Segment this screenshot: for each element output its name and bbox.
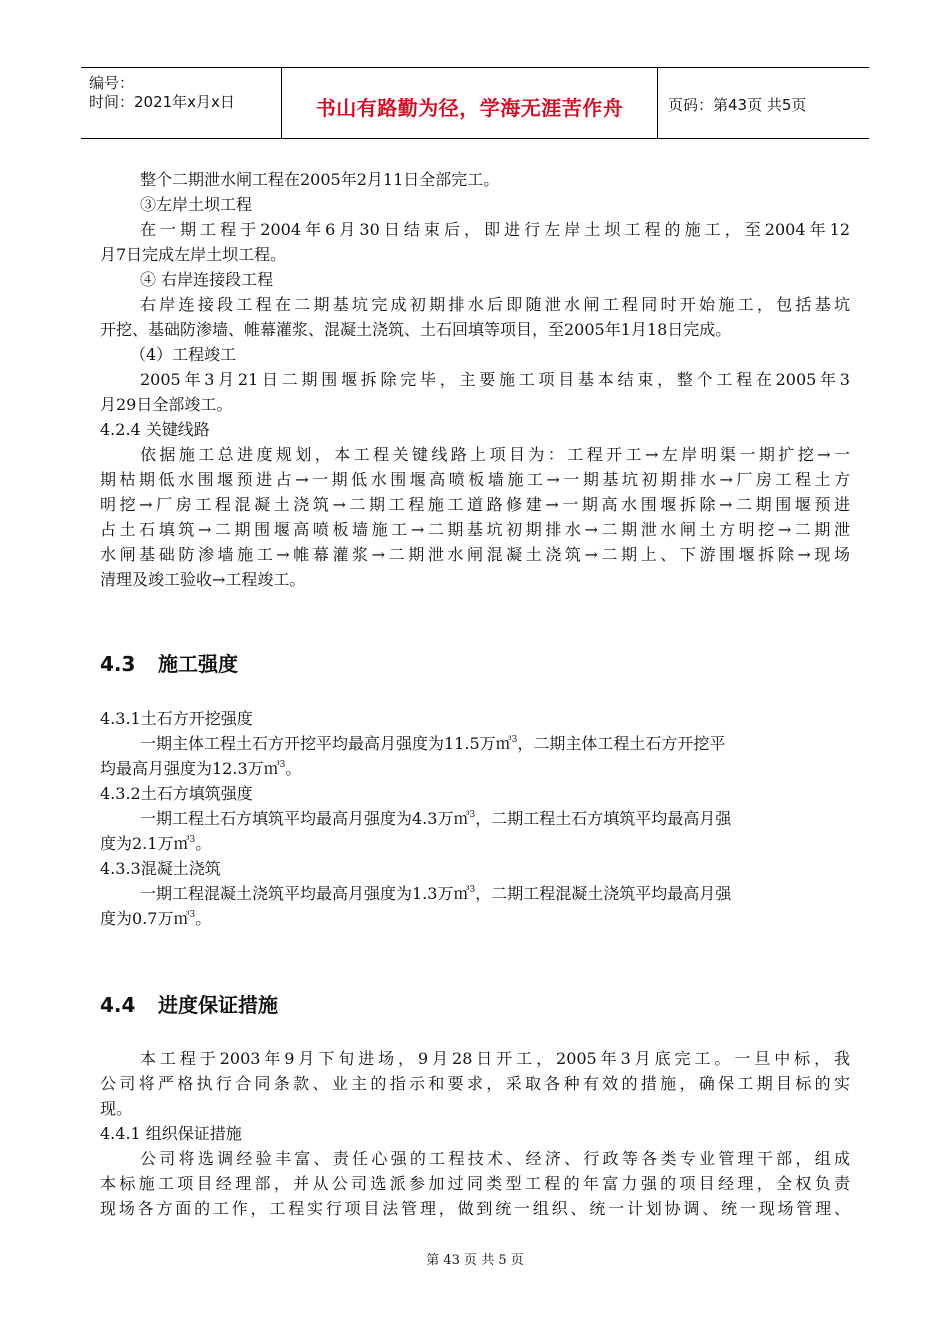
section-number: 4.3 — [100, 652, 136, 676]
paragraph-line: 现场各方面的工作，工程实行项目法管理，做到统一组织、统一计划协调、统一现场管理、 — [100, 1199, 850, 1218]
paragraph-line: 占土石填筑→二期围堰高喷板墙施工→二期基坑初期排水→二期泄水闸土方明挖→二期泄 — [100, 520, 850, 539]
paragraph-line: 在一期工程于2004年6月30日结束后，即进行左岸土坝工程的施工，至2004年12 — [140, 220, 850, 239]
paragraph-line — [100, 759, 301, 779]
page-footer: 第 43 页 共 5 页 — [426, 1253, 524, 1268]
date-label: 时间：2021年x月x日 — [89, 93, 235, 111]
subheading: 4.3.2土石方填筑强度 — [100, 784, 253, 803]
paragraph-line: 公司将严格执行合同条款、业主的指示和要求，采取各种有效的措施，确保工期目标的实 — [100, 1074, 850, 1093]
page-info: 页码：第43页 共5页 — [668, 96, 807, 114]
header-page-cell — [658, 68, 869, 138]
subheading: ③左岸土坝工程 — [140, 195, 253, 214]
subheading: 4.4.1 组织保证措施 — [100, 1124, 242, 1143]
text-span: 。 — [195, 909, 212, 928]
subheading: 4.3.1土石方开挖强度 — [100, 709, 253, 728]
doc-number-label: 编号： — [89, 74, 135, 92]
section-heading-4-4 — [100, 989, 278, 1018]
superscript: 3 — [279, 760, 286, 770]
paragraph-line — [140, 884, 731, 904]
text-span: 一期主体工程土石方开挖平均最高月强度为11.5万㎥ — [140, 734, 512, 753]
paragraph-line: 期枯期低水围堰预进占→一期低水围堰高喷板墙施工→一期基坑初期排水→厂房工程土方 — [100, 470, 850, 489]
paragraph-line: 依据施工总进度规划，本工程关键线路上项目为：工程开工→左岸明渠一期扩挖→一 — [140, 445, 850, 464]
paragraph-line: 现。 — [100, 1099, 133, 1118]
text-span: 一期工程混凝土浇筑平均最高月强度为1.3万㎥ — [140, 884, 470, 903]
paragraph-line — [100, 834, 211, 854]
text-span: 一期工程土石方填筑平均最高月强度为4.3万㎥ — [140, 809, 470, 828]
paragraph-line: 月29日全部竣工。 — [100, 395, 233, 414]
paragraph-line: 开挖、基础防渗墙、帷幕灌浆、混凝土浇筑、土石回填等项目，至2005年1月18日完成。 — [100, 320, 732, 339]
section-title: 施工强度 — [158, 652, 238, 676]
paragraph-line — [140, 809, 731, 829]
subheading: 4.2.4 关键线路 — [100, 420, 210, 439]
paragraph-line: 清理及竣工验收→工程竣工。 — [100, 570, 306, 589]
paragraph-line: 水闸基础防渗墙施工→帷幕灌浆→二期泄水闸混凝土浇筑→二期上、下游围堰拆除→现场 — [100, 545, 850, 564]
text-span: 均最高月强度为12.3万㎥ — [100, 759, 280, 778]
text-span: 度为0.7万㎥ — [100, 909, 190, 928]
section-number: 4.4 — [100, 993, 136, 1017]
superscript: 3 — [469, 885, 476, 895]
text-span: ，二期工程混凝土浇筑平均最高月强 — [475, 884, 732, 903]
text-span: 。 — [285, 759, 302, 778]
header-meta-cell — [81, 68, 280, 138]
subheading: ④ 右岸连接段工程 — [140, 270, 274, 289]
paragraph-line: 明挖→厂房工程混凝土浇筑→二期工程施工道路修建→一期高水围堰拆除→二期围堰预进 — [100, 495, 850, 514]
paragraph-line: 本工程于2003年9月下旬进场，9月28日开工，2005年3月底完工。一旦中标，我 — [140, 1049, 850, 1068]
paragraph-line: 右岸连接段工程在二期基坑完成初期排水后即随泄水闸工程同时开始施工，包括基坑 — [140, 295, 850, 314]
superscript: 3 — [469, 810, 476, 820]
text-span: 度为2.1万㎥ — [100, 834, 190, 853]
header-motto-cell — [281, 68, 658, 138]
superscript: 3 — [189, 910, 196, 920]
subheading: （4）工程竣工 — [130, 345, 237, 364]
text-span: ，二期工程土石方填筑平均最高月强 — [475, 809, 732, 828]
paragraph-line: 公司将选调经验丰富、责任心强的工程技术、经济、行政等各类专业管理干部，组成 — [140, 1149, 850, 1168]
paragraph-line — [140, 734, 725, 754]
text-span: ，二期主体工程土石方开挖平 — [517, 734, 726, 753]
paragraph-line — [100, 909, 211, 929]
section-title: 进度保证措施 — [158, 993, 278, 1017]
paragraph-line: 月7日完成左岸土坝工程。 — [100, 245, 287, 264]
superscript: 3 — [189, 835, 196, 845]
subheading: 4.3.3混凝土浇筑 — [100, 859, 221, 878]
paragraph-line: 整个二期泄水闸工程在2005年2月11日全部完工。 — [140, 170, 500, 189]
motto-text: 书山有路勤为径，学海无涯苦作舟 — [315, 96, 624, 120]
paragraph-line: 2005年3月21日二期围堰拆除完毕，主要施工项目基本结束，整个工程在2005年3 — [140, 370, 850, 389]
text-span: 。 — [195, 834, 212, 853]
section-heading-4-3 — [100, 648, 238, 677]
paragraph-line: 本标施工项目经理部，并从公司选派参加过同类型工程的年富力强的项目经理，全权负责 — [100, 1174, 850, 1193]
page-header — [81, 67, 869, 139]
superscript: 3 — [511, 735, 518, 745]
